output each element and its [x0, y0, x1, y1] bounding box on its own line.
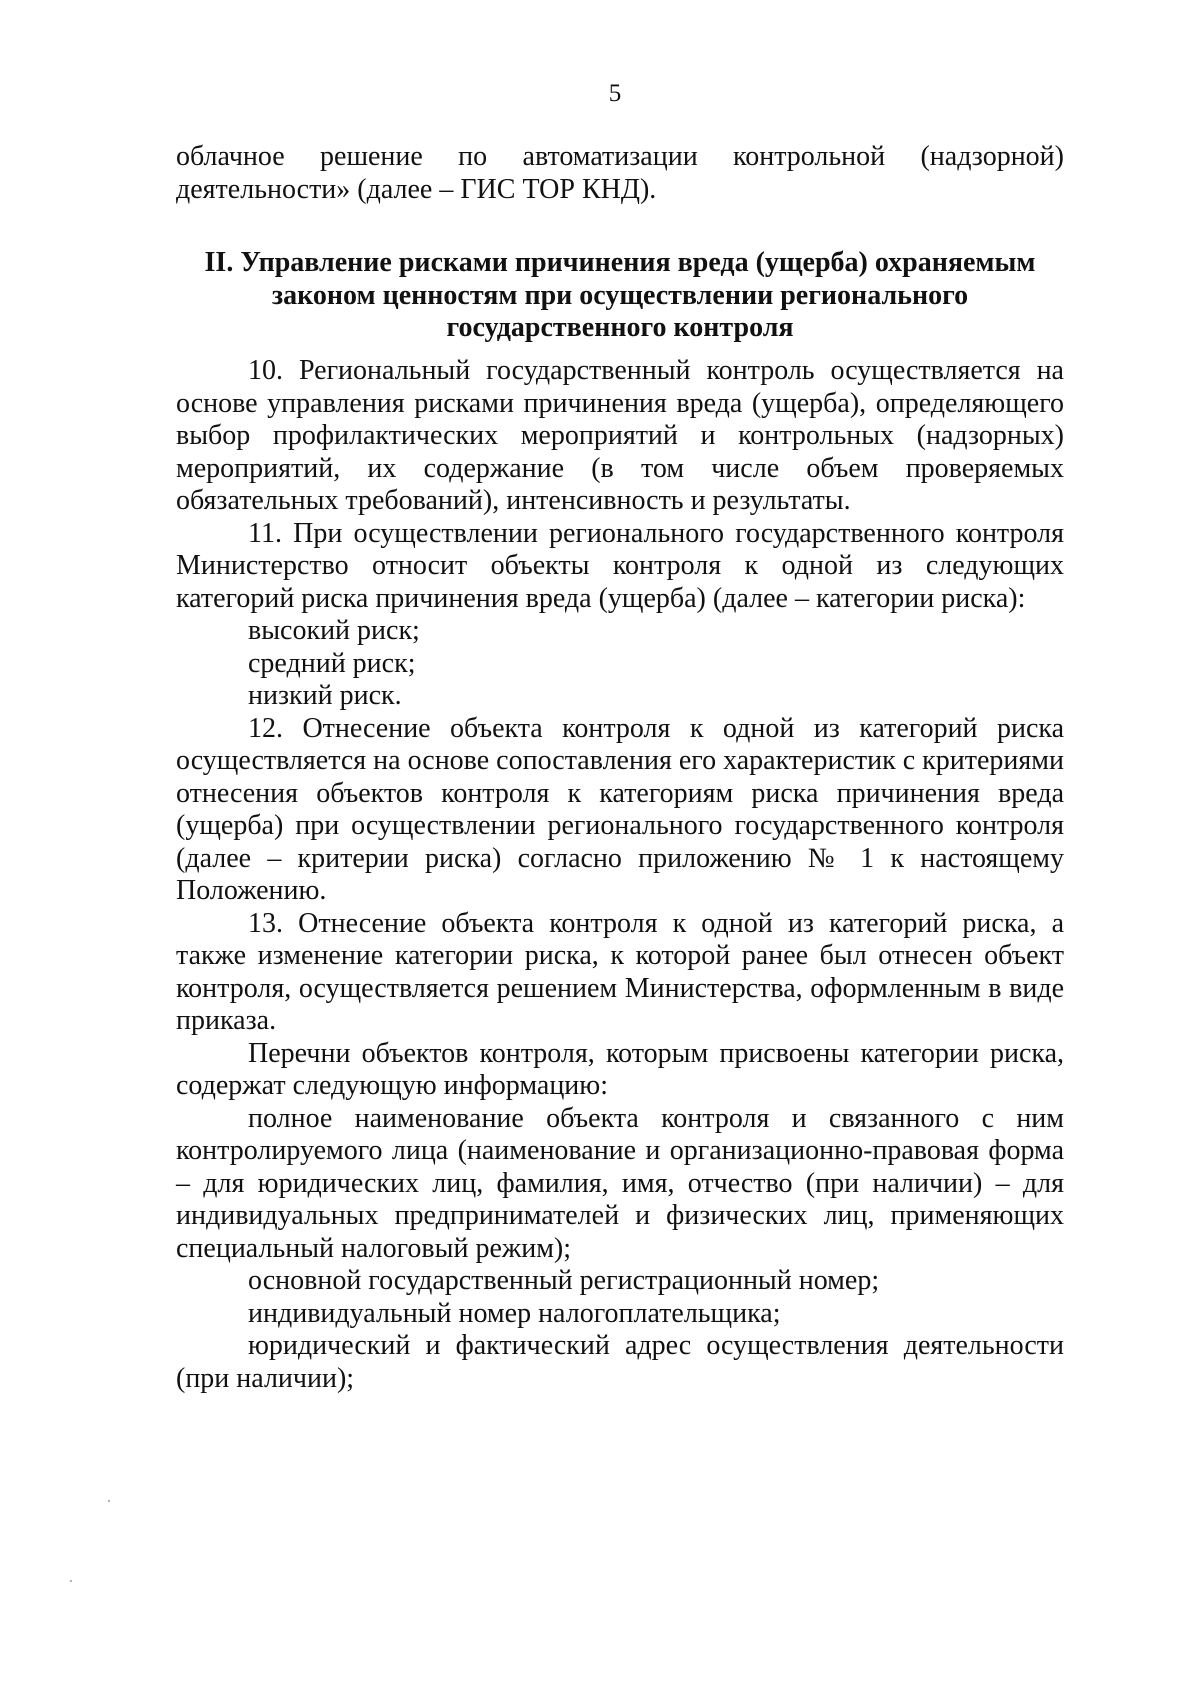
info-item-inn: индивидуальный номер налогоплательщика;: [248, 1297, 781, 1329]
risk-category-low: низкий риск.: [248, 680, 402, 711]
section-heading-line-2: законом ценностям при осуществлении регионального: [271, 279, 969, 311]
body-text: [176, 355, 1064, 1395]
risk-category-medium: средний риск;: [248, 647, 416, 679]
paragraph-12: 12. Отнесение объекта контроля к одной из категорий риска осуществляется на основе сопоставления его характеристик с критериями отнесения объектов контроля к категориям риска причинения вреда (ущерба) при осуществлении регионального государственного контроля (далее – критерии риска) согласно приложению № 1 к настоящему Положению.: [176, 712, 1064, 906]
paragraph-10: 10. Региональный государственный контроль осуществляется на основе управления рисками причинения вреда (ущерба), определяющего выбор профилактических мероприятий и контрольных (надзорных) мероприятий, их содержание (в том числе объем проверяемых обязательных требований), интенсивность и результаты.: [176, 355, 1064, 516]
risk-category-high: высокий риск;: [248, 615, 420, 646]
page-number: 5: [608, 80, 622, 107]
info-item-address: юридический и фактический адрес осуществления деятельности (при наличии);: [176, 1330, 1064, 1394]
paragraph-13: 13. Отнесение объекта контроля к одной из категорий риска, а также изменение категории риска, к которой ранее был отнесен объект контроля, осуществляется решением Министерства, оформленным в виде приказа.: [176, 907, 1064, 1036]
intro-paragraph: облачное решение по автоматизации контрольной (надзорной) деятельности» (далее – ГИС ТОР КНД).: [176, 141, 1064, 205]
info-item-name: полное наименование объекта контроля и связанного с ним контролируемого лица (наименование и организационно-правовая форма – для юридических лиц, фамилия, имя, отчество (при наличии) – для индивидуальных предпринимателей и физических лиц, применяющих специальный налоговый режим);: [176, 1102, 1064, 1264]
scan-speck: [108, 1500, 110, 1502]
section-heading-line-1: II. Управление рисками причинения вреда (ущерба) охраняемым: [204, 247, 1036, 278]
paragraph-11: 11. При осуществлении регионального государственного контроля Министерство относит объекты контроля к одной из следующих категорий риска причинения вреда (ущерба) (далее – категории риска):: [176, 517, 1064, 614]
scan-speck: [70, 1580, 72, 1582]
info-item-ogrn: основной государственный регистрационный номер;: [248, 1265, 880, 1296]
paragraph-object-lists: Перечни объектов контроля, которым присвоены категории риска, содержат следующую информацию:: [176, 1037, 1064, 1101]
section-heading-line-3: государственного контроля: [446, 312, 794, 343]
section-heading: [150, 247, 1090, 345]
intro-block: [176, 141, 1064, 206]
